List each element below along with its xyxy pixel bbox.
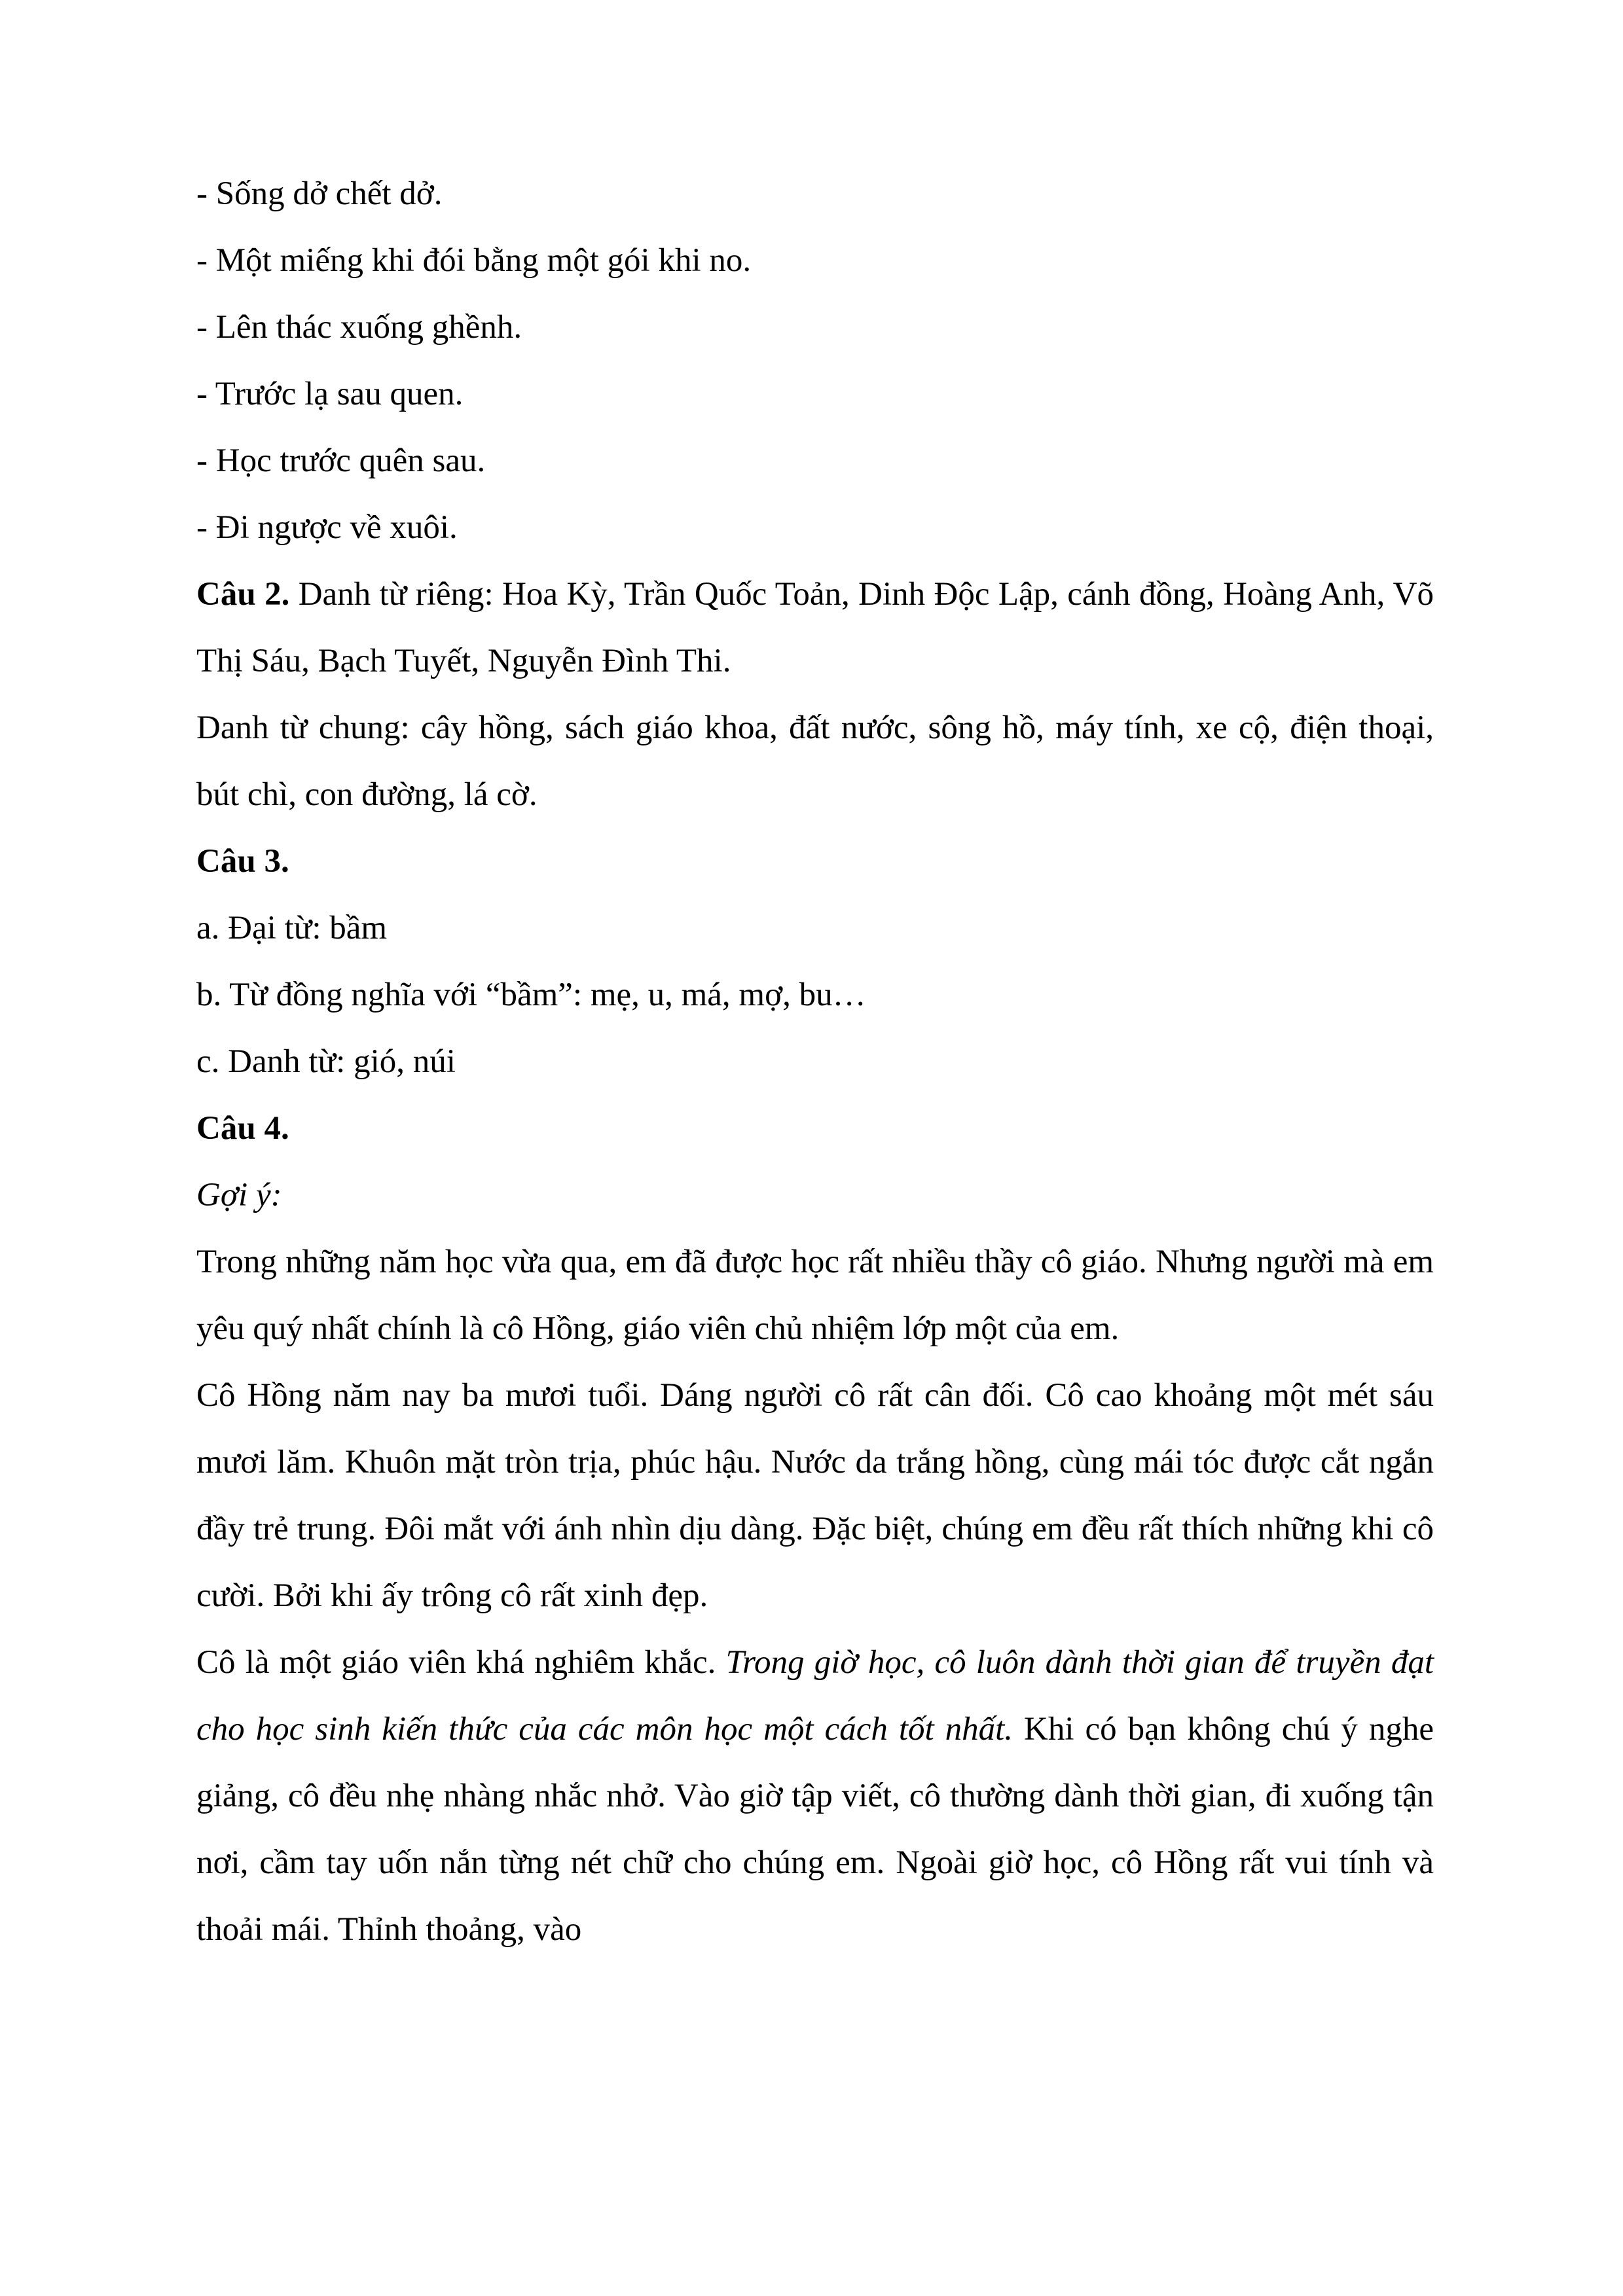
cau3-answer-c: c. Danh từ: gió, núi — [196, 1043, 456, 1080]
cau2-proper-nouns-paragraph — [196, 561, 1434, 694]
cau2-common-nouns-paragraph: Danh từ chung: cây hồng, sách giáo khoa, đất nước, sông hồ, máy tính, xe cộ, điện thoại, bút chì, con đường, lá cờ. — [196, 709, 1434, 813]
proverb-line: - Trước lạ sau quen. — [196, 376, 464, 412]
cau3-label: Câu 3. — [196, 843, 289, 880]
cau3-answer-a: a. Đại từ: bầm — [196, 910, 388, 946]
cau4-paragraph-3-start: Cô là một giáo viên khá nghiêm khắc. — [196, 1644, 726, 1681]
cau2-label: Câu 2. — [196, 576, 290, 613]
document-body — [196, 160, 1434, 1963]
cau4-paragraph-3 — [196, 1629, 1434, 1963]
cau4-paragraph-3-end: Khi có bạn không chú ý nghe giảng, cô đều nhẹ nhàng nhắc nhở. Vào giờ tập viết, cô thường dành thời gian, đi xuống tận nơi, cầm tay uốn nắn từng nét chữ cho chúng em. Ngoài giờ học, cô Hồng rất vui tính và thoải mái. Thỉnh thoảng, vào — [196, 1711, 1434, 1948]
cau2-proper-nouns-text: Danh từ riêng: Hoa Kỳ, Trần Quốc Toản, Dinh Độc Lập, cánh đồng, Hoàng Anh, Võ Thị Sáu, Bạch Tuyết, Nguyễn Đình Thi. — [196, 576, 1434, 679]
proverb-line: - Đi ngược về xuôi. — [196, 509, 458, 546]
proverb-line: - Sống dở chết dở. — [196, 175, 443, 212]
cau4-paragraph-3-italic: Trong giờ học, cô luôn dành thời gian để truyền đạt cho học sinh kiến thức của các môn học một cách tốt nhất. — [196, 1644, 1434, 1748]
cau4-paragraph-2: Cô Hồng năm nay ba mươi tuổi. Dáng người cô rất cân đối. Cô cao khoảng một mét sáu mươi lăm. Khuôn mặt tròn trịa, phúc hậu. Nước da trắng hồng, cùng mái tóc được cắt ngắn đầy trẻ trung. Đôi mắt với ánh nhìn dịu dàng. Đặc biệt, chúng em đều rất thích những khi cô cười. Bởi khi ấy trông cô rất xinh đẹp. — [196, 1377, 1434, 1614]
cau3-answer-b: b. Từ đồng nghĩa với “bầm”: mẹ, u, má, mợ, bu… — [196, 977, 866, 1013]
cau4-paragraph-1: Trong những năm học vừa qua, em đã được học rất nhiều thầy cô giáo. Nhưng người mà em yêu quý nhất chính là cô Hồng, giáo viên chủ nhiệm lớp một của em. — [196, 1244, 1434, 1347]
proverb-line: - Lên thác xuống ghềnh. — [196, 309, 522, 346]
cau4-label: Câu 4. — [196, 1110, 289, 1147]
proverb-line: - Một miếng khi đói bằng một gói khi no. — [196, 242, 752, 279]
cau4-hint: Gợi ý: — [196, 1177, 282, 1213]
proverb-line: - Học trước quên sau. — [196, 442, 486, 479]
